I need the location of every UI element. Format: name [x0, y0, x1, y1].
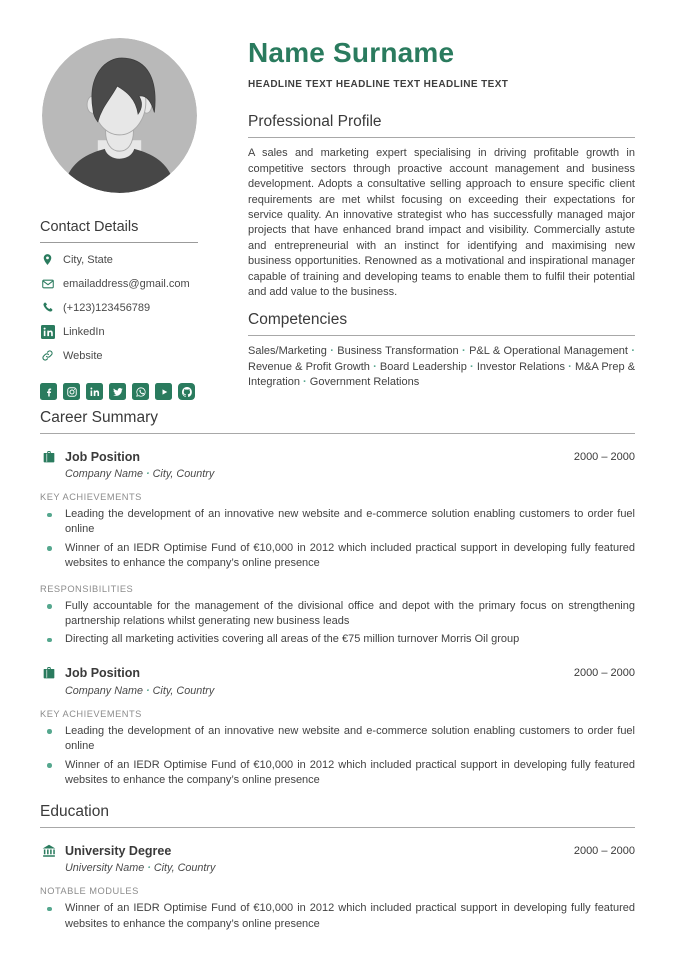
bullet-item: Leading the development of an innovative new website and e-commerce solution enabling customers to order fuel online	[40, 724, 635, 755]
competency-separator: ·	[631, 345, 636, 358]
left-column	[40, 38, 248, 400]
competency-item: Revenue & Profit Growth	[248, 360, 370, 373]
education-subline	[65, 862, 635, 874]
avatar	[42, 38, 197, 193]
subline-separator: ·	[147, 862, 151, 875]
job-location: City, Country	[152, 684, 215, 697]
competency-separator: ·	[330, 345, 334, 358]
competency-item: P&L & Operational Management	[469, 345, 628, 358]
contact-item-phone[interactable]	[40, 300, 248, 315]
right-column	[248, 38, 635, 400]
degree-title: University Degree	[65, 843, 172, 858]
contact-email-text[interactable]: emailaddress@gmail.com	[63, 277, 190, 290]
group-label: KEY ACHIEVEMENTS	[40, 492, 142, 502]
job-title: Job Position	[65, 666, 140, 681]
job-entry	[40, 665, 635, 789]
bullet-item: Winner of an IEDR Optimise Fund of €10,000 in 2012 which included practical support in developing fully featured websites to enhance the company’s online presence	[40, 758, 635, 789]
university-building-icon	[40, 842, 57, 859]
contact-item-location	[40, 252, 248, 267]
education-location: City, Country	[153, 862, 216, 875]
company-name: Company Name	[65, 468, 144, 480]
competency-item: M&A Prep & Integration	[248, 360, 636, 389]
group-label: NOTABLE MODULES	[40, 886, 139, 897]
bullet-item: Winner of an IEDR Optimise Fund of €10,000 in 2012 which included practical support in developing fully featured websites to enhance the company’s online presence	[40, 541, 635, 572]
youtube-icon[interactable]	[155, 383, 172, 400]
whatsapp-icon[interactable]	[132, 383, 149, 400]
job-dates: 2000 – 2000	[573, 450, 635, 463]
competency-separator: ·	[568, 360, 572, 373]
job-title: Job Position	[65, 449, 140, 464]
career-summary-title: Career Summary	[40, 409, 635, 434]
job-header	[40, 448, 635, 465]
headline-text: HEADLINE TEXT HEADLINE TEXT HEADLINE TEXT	[248, 79, 509, 91]
education-title: Education	[40, 803, 635, 828]
competency-item: Sales/Marketing	[248, 345, 327, 358]
competency-separator: ·	[373, 360, 377, 373]
subline-separator: ·	[146, 684, 150, 697]
bullet-list	[40, 901, 635, 932]
contact-item-email[interactable]	[40, 276, 248, 291]
career-summary-section	[40, 409, 635, 788]
contact-phone-text[interactable]: (+123)123456789	[63, 301, 151, 314]
contact-item-website[interactable]	[40, 348, 248, 363]
briefcase-icon	[40, 665, 57, 682]
bullet-item: Directing all marketing activities covering all areas of the €75 million turnover Morris Oil group	[40, 632, 635, 647]
competency-item: Investor Relations	[476, 360, 565, 373]
job-subline	[65, 685, 635, 697]
professional-profile-body: A sales and marketing expert specialising in driving profitable growth in competitive sectors through proactive account management and business development. Adopts a consultative selling approach to ensure specific client requirements are met whilst focusing on exceeding their expectations for service quality. An innovative strategist who has successfully managed major projects that have enhanced brand impact and visibility. Commercially astute and entrepreneurial with an instinct for identifying and maximising new business opportunities. Renowned as a motivational and inspirational manager capable of training and developing teams to enable them to fulfil their potential and add value to the business.	[248, 147, 635, 299]
phone-icon	[40, 300, 55, 315]
contact-item-linkedin[interactable]	[40, 324, 248, 339]
subline-separator: ·	[146, 468, 150, 480]
university-name: University Name	[65, 862, 145, 875]
bullet-list	[40, 507, 635, 572]
competencies-title: Competencies	[248, 311, 635, 336]
group-label: KEY ACHIEVEMENTS	[40, 708, 142, 719]
bullet-list	[40, 599, 635, 648]
competency-separator: ·	[303, 376, 307, 389]
linkedin-icon	[40, 324, 55, 339]
competency-separator: ·	[462, 345, 466, 358]
education-header	[40, 842, 635, 859]
competency-separator: ·	[470, 360, 474, 373]
competencies-list	[248, 344, 635, 390]
instagram-icon[interactable]	[63, 383, 80, 400]
job-header	[40, 665, 635, 682]
bullet-item: Fully accountable for the management of the divisional office and depot with the primary focus on strengthening partnership relations whilst generating new business leads	[40, 599, 635, 630]
education-entry	[40, 842, 635, 932]
education-dates: 2000 – 2000	[573, 844, 635, 857]
job-subline	[65, 468, 635, 480]
education-section	[40, 803, 635, 932]
competency-item: Government Relations	[309, 376, 420, 389]
job-location: City, Country	[152, 468, 215, 480]
job-entry	[40, 448, 635, 648]
facebook-icon[interactable]	[40, 383, 57, 400]
contact-linkedin-text[interactable]: LinkedIn	[63, 325, 105, 338]
email-icon	[40, 276, 55, 291]
linkedin-social-icon[interactable]	[86, 383, 103, 400]
github-icon[interactable]	[178, 383, 195, 400]
social-icon-row	[40, 383, 248, 400]
contact-website-text[interactable]: Website	[63, 349, 103, 362]
contact-list	[40, 252, 248, 363]
link-icon	[40, 348, 55, 363]
contact-location-text: City, State	[63, 253, 113, 266]
competency-item: Business Transformation	[337, 345, 459, 358]
competency-item: Board Leadership	[379, 360, 467, 373]
company-name: Company Name	[65, 684, 144, 697]
bullet-item: Winner of an IEDR Optimise Fund of €10,000 in 2012 which included practical support in developing fully featured websites to enhance the company’s online presence	[40, 901, 635, 932]
bullet-item: Leading the development of an innovative new website and e-commerce solution enabling customers to order fuel online	[40, 507, 635, 538]
professional-profile-title: Professional Profile	[248, 113, 635, 138]
top-area	[40, 38, 635, 400]
page-title-name: Name Surname	[248, 37, 455, 68]
contact-details-title: Contact Details	[40, 219, 198, 243]
group-label: RESPONSIBILITIES	[40, 583, 134, 594]
job-dates: 2000 – 2000	[573, 667, 635, 680]
twitter-icon[interactable]	[109, 383, 126, 400]
location-pin-icon	[40, 252, 55, 267]
briefcase-icon	[40, 448, 57, 465]
bullet-list	[40, 724, 635, 789]
